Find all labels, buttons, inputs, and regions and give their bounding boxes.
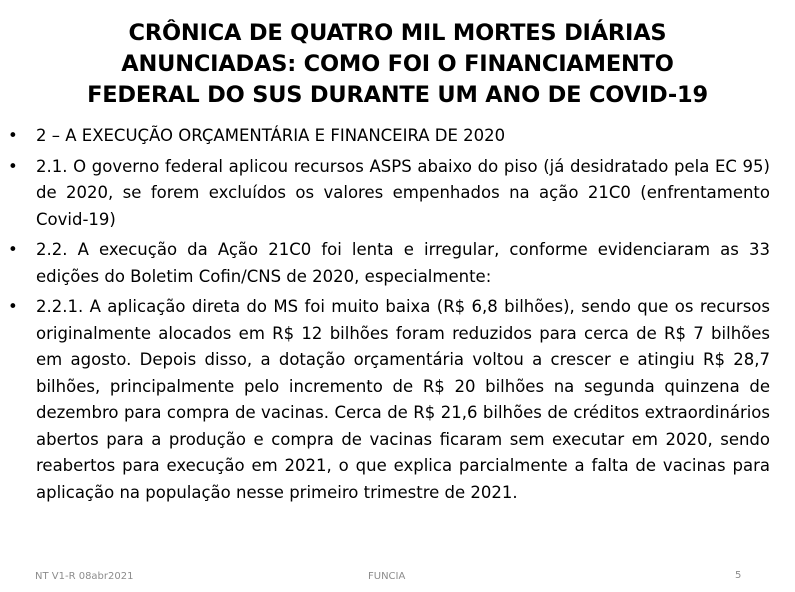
- bullet-text: 2 – A EXECUÇÃO ORÇAMENTÁRIA E FINANCEIRA DE 2020: [36, 126, 506, 145]
- bullet-item: [8, 154, 770, 234]
- bullet-dot-icon: •: [8, 240, 18, 259]
- title-line-1: CRÔNICA DE QUATRO MIL MORTES DIÁRIAS: [128, 20, 667, 46]
- footer-author: FUNCIA: [368, 571, 406, 582]
- bullet-item: [8, 237, 770, 290]
- bullet-text: 2.1. O governo federal aplicou recursos ASPS abaixo do piso (já desidratado pela EC 95) de 2020, se forem excluídos os valores empenhados na ação 21C0 (enfrentamento Covid-19): [36, 156, 770, 229]
- slide-title: [20, 18, 775, 111]
- bullet-dot-icon: •: [8, 297, 18, 316]
- bullet-item: [8, 123, 770, 150]
- bullet-text: 2.2.1. A aplicação direta do MS foi muito baixa (R$ 6,8 bilhões), sendo que os recursos originalmente alocados em R$ 12 bilhões foram reduzidos para cerca de R$ 7 bilhões em agosto. Depois disso, a dotação orçamentária voltou a crescer e atingiu R$ 28,7 bilhões, principalmente pelo incremento de R$ 20 bilhões na segunda quinzena de dezembro para compra de vacinas. Cerca de R$ 21,6 bilhões de créditos extraordinários abertos para a produção e compra de vacinas ficaram sem executar em 2020, sendo reabertos para execução em 2021, o que explica parcialmente a falta de vacinas para aplicação na população nesse primeiro trimestre de 2021.: [36, 297, 770, 502]
- bullet-list: [8, 123, 770, 510]
- bullet-dot-icon: •: [8, 126, 18, 145]
- title-line-2: ANUNCIADAS: COMO FOI O FINANCIAMENTO: [121, 51, 674, 77]
- bullet-item: [8, 294, 770, 506]
- footer-version: NT V1-R 08abr2021: [35, 571, 134, 582]
- page-number: 5: [735, 570, 742, 581]
- bullet-text: 2.2. A execução da Ação 21C0 foi lenta e irregular, conforme evidenciaram as 33 edições do Boletim Cofin/CNS de 2020, especialmente:: [36, 240, 770, 286]
- bullet-dot-icon: •: [8, 156, 18, 176]
- title-line-3: FEDERAL DO SUS DURANTE UM ANO DE COVID-19: [87, 82, 708, 108]
